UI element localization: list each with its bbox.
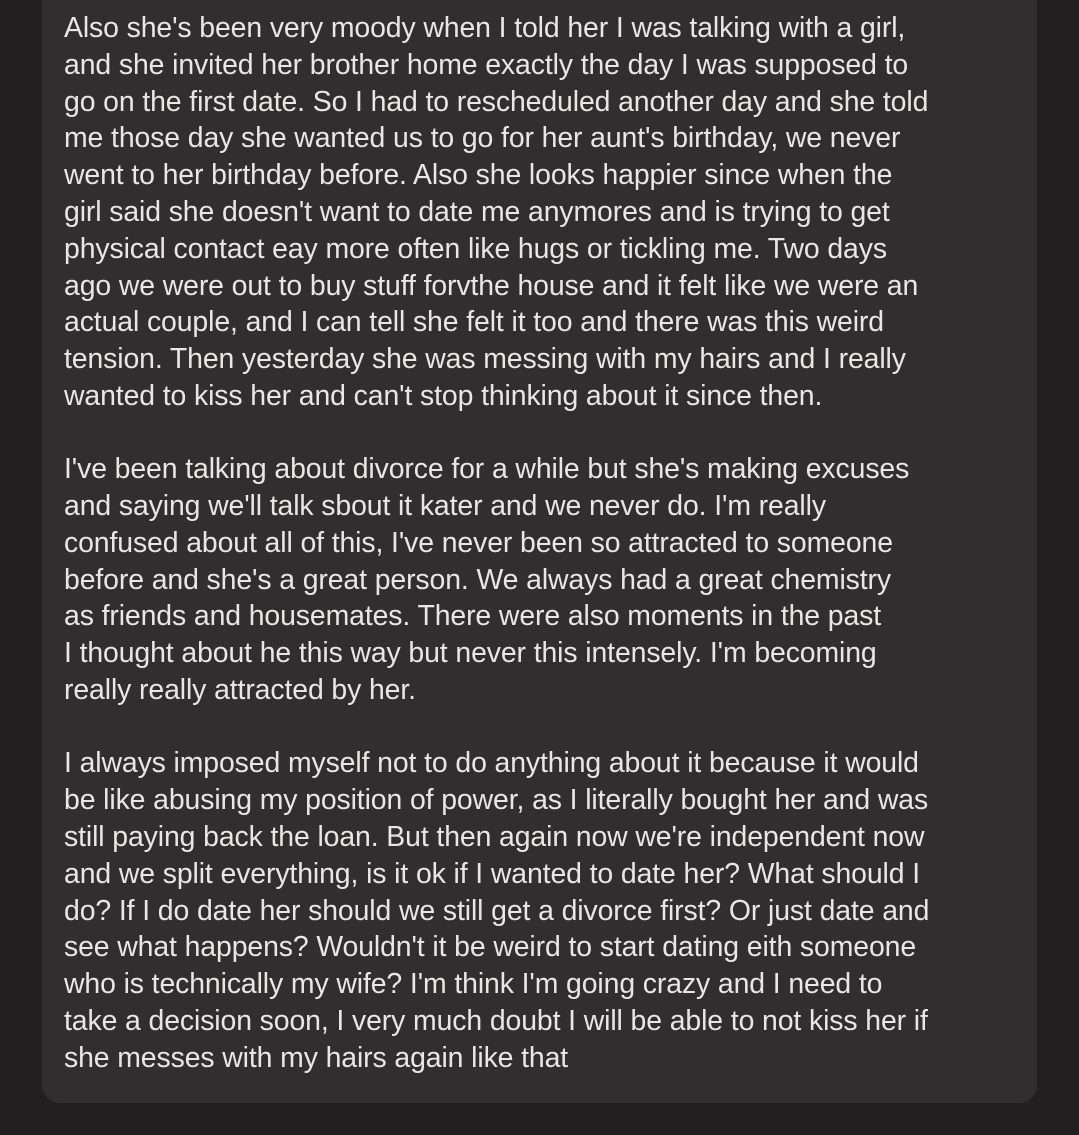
text-line: as friends and housemates. There were also moments in the past (64, 600, 882, 633)
text-line: be like abusing my position of power, as I literally bought her and was (64, 784, 929, 817)
text-line: really really attracted by her. (64, 674, 416, 707)
paragraph-spacer (64, 709, 1017, 746)
text-line: actual couple, and I can tell she felt it too and there was this weird (64, 306, 884, 339)
text-line: Also she's been very moody when I told her I was talking with a girl, (64, 12, 906, 44)
post-paragraph-1 (64, 10, 1017, 415)
text-line: do? If I do date her should we still get a divorce first? Or just date and (64, 894, 930, 927)
text-line: I thought about he this way but never this intensely. I'm becoming (64, 637, 877, 670)
text-line: ago we were out to buy stuff forvthe house and it felt like we were an (64, 269, 919, 302)
text-line: went to her birthday before. Also she looks happier since when the (64, 159, 893, 192)
text-line: go on the first date. So I had to rescheduled another day and she told (64, 85, 929, 118)
text-line: who is technically my wife? I'm think I'm going crazy and I need to (64, 968, 883, 1001)
text-line: me those day she wanted us to go for her aunt's birthday, we never (64, 122, 901, 155)
text-line: physical contact eay more often like hugs or tickling me. Two days (64, 232, 887, 265)
post-paragraph-2 (64, 451, 1017, 709)
text-line: I always imposed myself not to do anything about it because it would (64, 747, 919, 780)
text-line: I've been talking about divorce for a while but she's making excuses (64, 453, 910, 486)
text-line: still paying back the loan. But then again now we're independent now (64, 820, 925, 853)
text-line: wanted to kiss her and can't stop thinking about it since then. (64, 379, 823, 412)
text-line: confused about all of this, I've never been so attracted to someone (64, 526, 893, 559)
text-line: take a decision soon, I very much doubt I will be able to not kiss her if (64, 1004, 928, 1037)
text-line: tension. Then yesterday she was messing with my hairs and I really (64, 343, 906, 376)
text-line: and she invited her brother home exactly the day I was supposed to (64, 48, 909, 81)
text-line: and saying we'll talk sbout it kater and we never do. I'm really (64, 490, 826, 523)
post-paragraph-3 (64, 745, 1017, 1076)
text-line: she messes with my hairs again like that (64, 1041, 569, 1074)
text-line: see what happens? Wouldn't it be weird to start dating eith someone (64, 931, 917, 964)
text-line: and we split everything, is it ok if I wanted to date her? What should I (64, 857, 921, 890)
text-line: before and she's a great person. We always had a great chemistry (64, 563, 892, 596)
post-body-card (42, 0, 1037, 1103)
text-line: girl said she doesn't want to date me anymores and is trying to get (64, 195, 890, 228)
paragraph-spacer (64, 415, 1017, 452)
